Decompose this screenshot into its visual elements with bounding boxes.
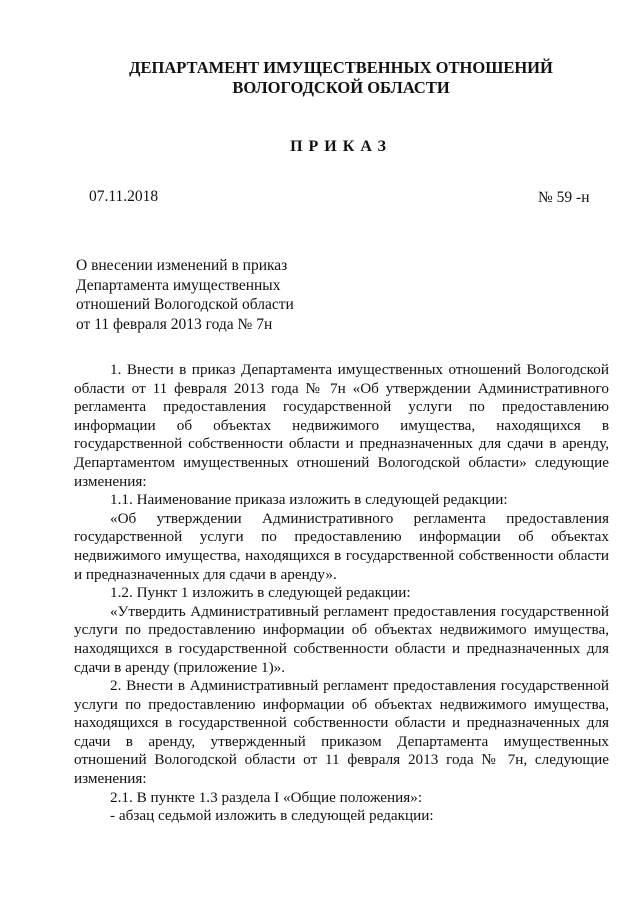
paragraph-1-2: 1.2. Пункт 1 изложить в следующей редакции: xyxy=(110,584,411,602)
document-body xyxy=(74,361,609,826)
paragraph-2-1: 2.1. В пункте 1.3 раздела I «Общие положения»: xyxy=(110,788,423,806)
paragraph-2: 2. Внести в Административный регламент предоставления государственной услуги по предоставлению информации об объектах недвижимого имущества, находящихся в государственной собственности области и предназначенных для сдачи в аренду, утвержденный приказом Департамента имущественных отношений Вологодской области от 11 февраля 2013 года № 7н, следующие изменения: xyxy=(74,677,609,788)
subject-line: О внесении изменений в приказ xyxy=(76,257,288,274)
document-number: № 59 -н xyxy=(538,189,590,206)
paragraph-2-1-item: - абзац седьмой изложить в следующей редакции: xyxy=(110,807,434,825)
paragraph-1-1: 1.1. Наименование приказа изложить в следующей редакции: xyxy=(110,491,508,509)
paragraph-1-1-text: «Об утверждении Административного регламента предоставления государственной услуги по предоставлению информации об объектах недвижимого имущества, находящихся в государственной собственности области и предназначенных для сдачи в аренду». xyxy=(74,509,609,583)
document-subject xyxy=(76,256,294,334)
subject-line: отношений Вологодской области xyxy=(76,296,294,313)
paragraph-1-2-text: «Утвердить Административный регламент предоставления государственной услуги по предоставлению информации об объектах недвижимого имущества, находящихся в государственной собственности области и предназначенных для сдачи в аренду (приложение 1)». xyxy=(74,602,609,676)
department-name: ДЕПАРТАМЕНТ ИМУЩЕСТВЕННЫХ ОТНОШЕНИЙ xyxy=(129,58,553,77)
subject-line: от 11 февраля 2013 года № 7н xyxy=(76,315,273,333)
region-name: ВОЛОГОДСКОЙ ОБЛАСТИ xyxy=(232,78,450,97)
document-type-title: ПРИКАЗ xyxy=(290,138,392,155)
document-date: 07.11.2018 xyxy=(89,188,159,205)
paragraph-1: 1. Внести в приказ Департамента имущественных отношений Вологодской области от 11 февраля 2013 года № 7н «Об утверждении Административного регламента предоставления государственной услуги по предоставлению информации об объектах недвижимого имущества, находящихся в государственной собственности области и предназначенных для сдачи в аренду, Департаментом имущественных отношений Вологодской области» следующие изменения: xyxy=(74,361,609,490)
subject-line: Департамента имущественных xyxy=(76,276,281,294)
department-header xyxy=(80,58,602,98)
